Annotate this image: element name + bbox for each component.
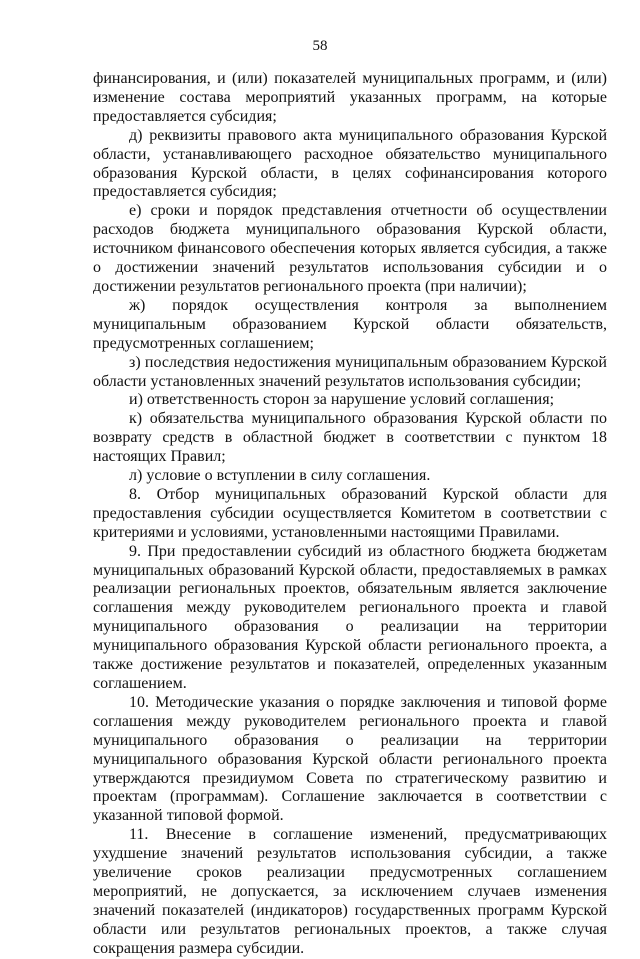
document-body xyxy=(93,70,607,959)
paragraph-item-zh: ж) порядок осуществления контроля за выполнением муниципальным образованием Курской области обязательств, предусмотренных соглашением; xyxy=(93,296,607,352)
paragraph-item-e: е) сроки и порядок представления отчетности об осуществлении расходов бюджета муниципального образования Курской области, источником финансового обеспечения которых является субсидия, а также о достижении значений результатов использования субсидии и о достижении результатов регионального проекта (при наличии); xyxy=(93,202,607,295)
paragraph-item-d: д) реквизиты правового акта муниципального образования Курской области, устанавливающего расходное обязательство муниципального образования Курской области, в целях софинансирования которого предоставляется субсидия; xyxy=(93,126,607,201)
paragraph-clause-11: 11. Внесение в соглашение изменений, предусматривающих ухудшение значений результатов использования субсидии, а также увеличение сроков реализации предусмотренных соглашением мероприятий, не допускается, за исключением случаев изменения значений показателей (индикаторов) государственных программ Курской области или результатов региональных проектов, а также случая сокращения размера субсидии. xyxy=(93,826,607,957)
page-number: 58 xyxy=(312,38,328,54)
paragraph-item-k: к) обязательства муниципального образования Курской области по возврату средств в областной бюджет в соответствии с пунктом 18 настоящих Правил; xyxy=(93,410,607,466)
paragraph-item-l: л) условие о вступлении в силу соглашения. xyxy=(129,467,431,485)
paragraph-continuation: финансирования, и (или) показателей муниципальных программ, и (или) изменение состава мероприятий указанных программ, на которые предоставляется субсидия; xyxy=(93,70,607,125)
paragraph-clause-8: 8. Отбор муниципальных образований Курской области для предоставления субсидии осуществляется Комитетом в соответствии с критериями и условиями, установленными настоящими Правилами. xyxy=(93,485,607,541)
paragraph-item-z: з) последствия недостижения муниципальным образованием Курской области установленных значений результатов использования субсидии; xyxy=(93,353,607,390)
paragraph-clause-10: 10. Методические указания о порядке заключения и типовой форме соглашения между руководителем регионального проекта и главой муниципального образования о реализации на территории муниципального образования Курской области регионального проекта утверждаются президиумом Совета по стратегическому развитию и проектам (программам). Соглашение заключается в соответствии с указанной типовой формой. xyxy=(93,693,607,825)
paragraph-item-i: и) ответственность сторон за нарушение условий соглашения; xyxy=(129,391,555,409)
paragraph-clause-9: 9. При предоставлении субсидий из областного бюджета бюджетам муниципальных образований Курской области, предоставляемых в рамках реализации региональных проектов, обязательным является заключение соглашения между руководителем регионального проекта и главой муниципального образования о реализации на территории муниципального образования Курской области регионального проекта, а также достижение результатов и показателей, определенных указанным соглашением. xyxy=(93,542,607,692)
